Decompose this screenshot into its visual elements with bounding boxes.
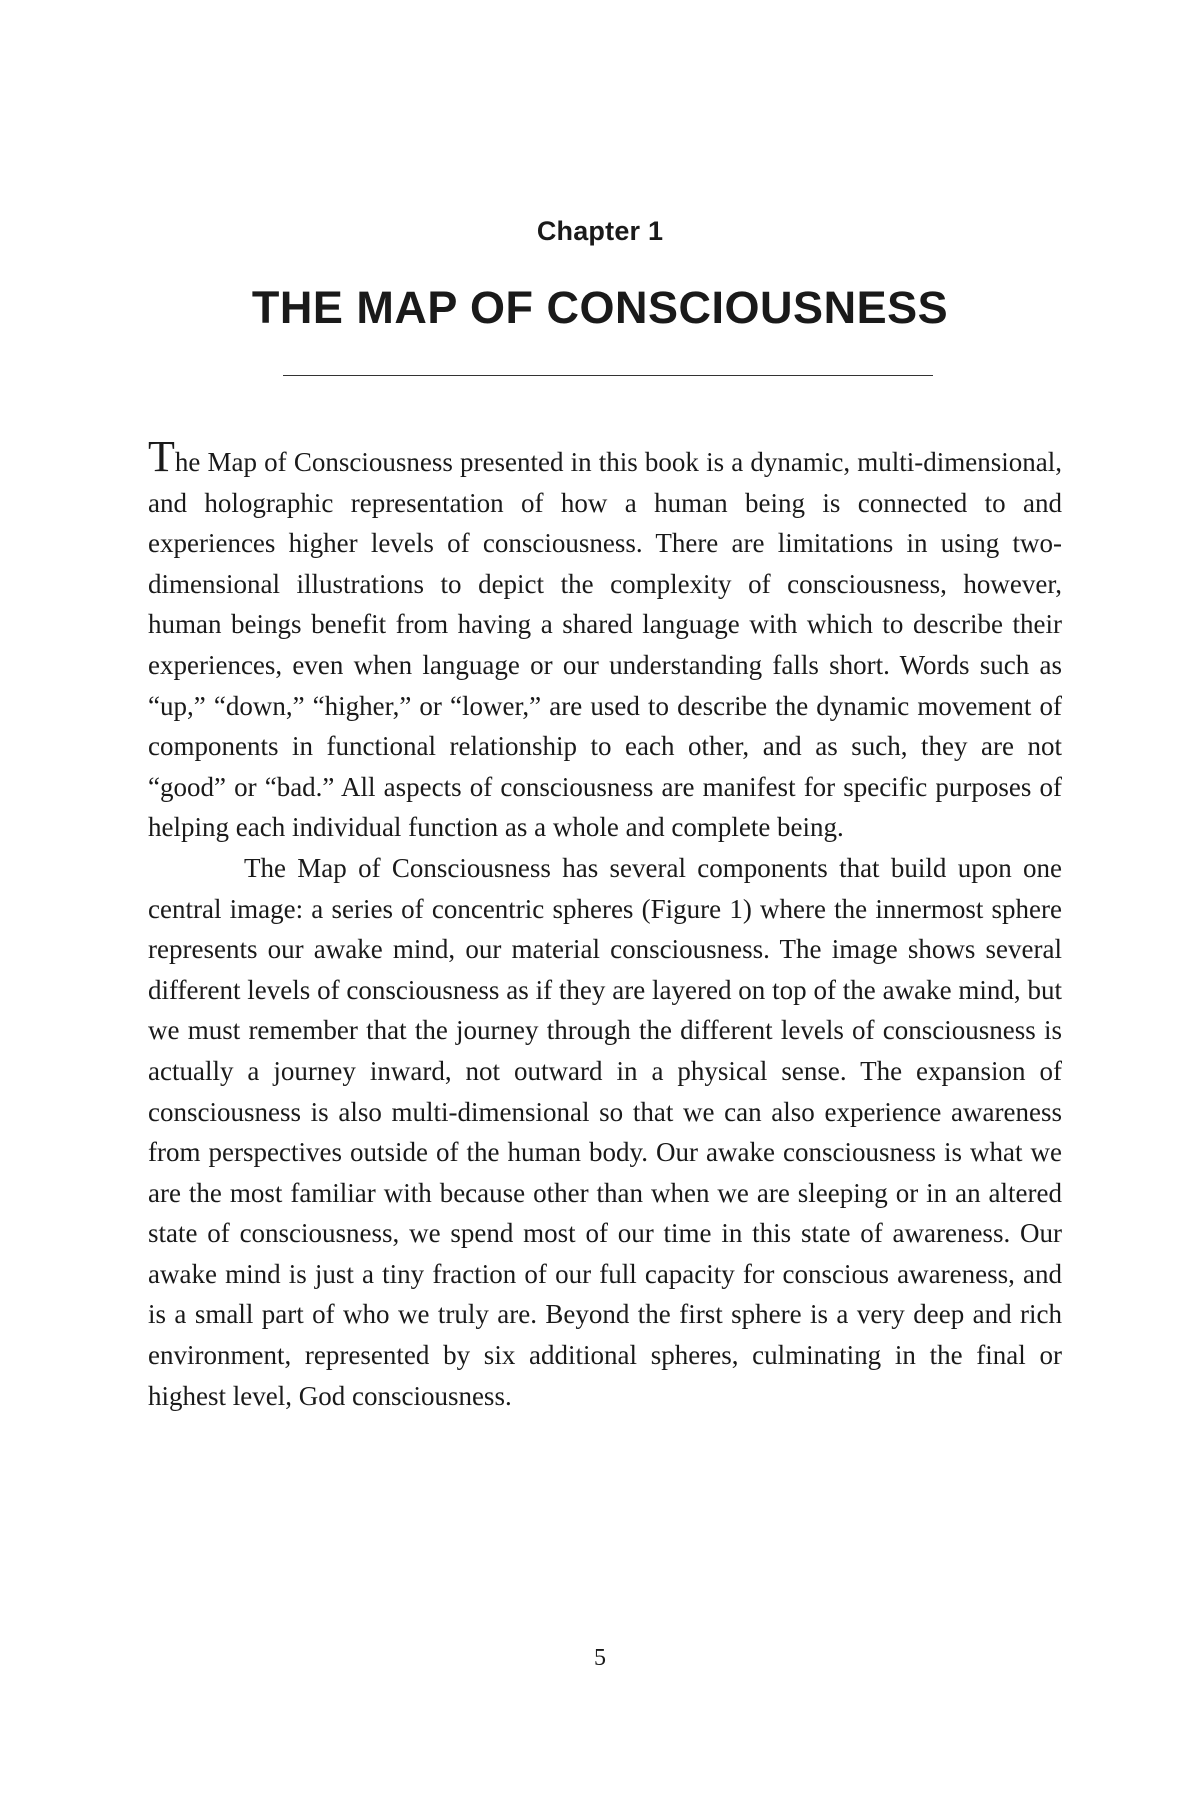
page-number: 5 [594,1645,606,1671]
title-divider [283,375,933,376]
drop-cap: T [148,432,175,481]
paragraph [148,848,1062,1416]
chapter-title: THE MAP OF CONSCIOUSNESS [251,282,949,333]
paragraph-text: he Map of Consciousness presented in this book is a dynamic, multi-dimensional, and holographic representation of how a human being is connected to and experiences higher levels of consciousness. There are limitations in using two-dimensional illustrations to depict the complexity of consciousness, however, human beings benefit from having a shared language with which to describe their experiences, even when language or our understanding falls short. Words such as “up,” “down,” “higher,” or “lower,” are used to describe the dynamic movement of components in functional relationship to each other, and as such, they are not “good” or “bad.” All aspects of consciousness are manifest for specific purposes of helping each individual function as a whole and complete being. [148,447,1062,843]
paragraph-text: The Map of Consciousness has several components that build upon one central image: a series of concentric spheres (Figure 1) where the innermost sphere represents our awake mind, our material consciousness. The image shows several different levels of consciousness as if they are layered on top of the awake mind, but we must remember that the journey through the different levels of consciousness is actually a journey inward, not outward in a physical sense. The expansion of consciousness is also multi-dimensional so that we can also experience awareness from perspectives outside of the human body. Our awake consciousness is what we are the most familiar with because other than when we are sleeping or in an altered state of consciousness, we spend most of our time in this state of awareness. Our awake mind is just a tiny fraction of our full capacity for conscious awareness, and is a small part of who we truly are. Beyond the first sphere is a very deep and rich environment, represented by six additional spheres, culminating in the final or highest level, God consciousness. [148,852,1062,1411]
chapter-label: Chapter 1 [536,216,664,246]
paragraph [148,432,1062,848]
body-text [148,432,1062,1416]
